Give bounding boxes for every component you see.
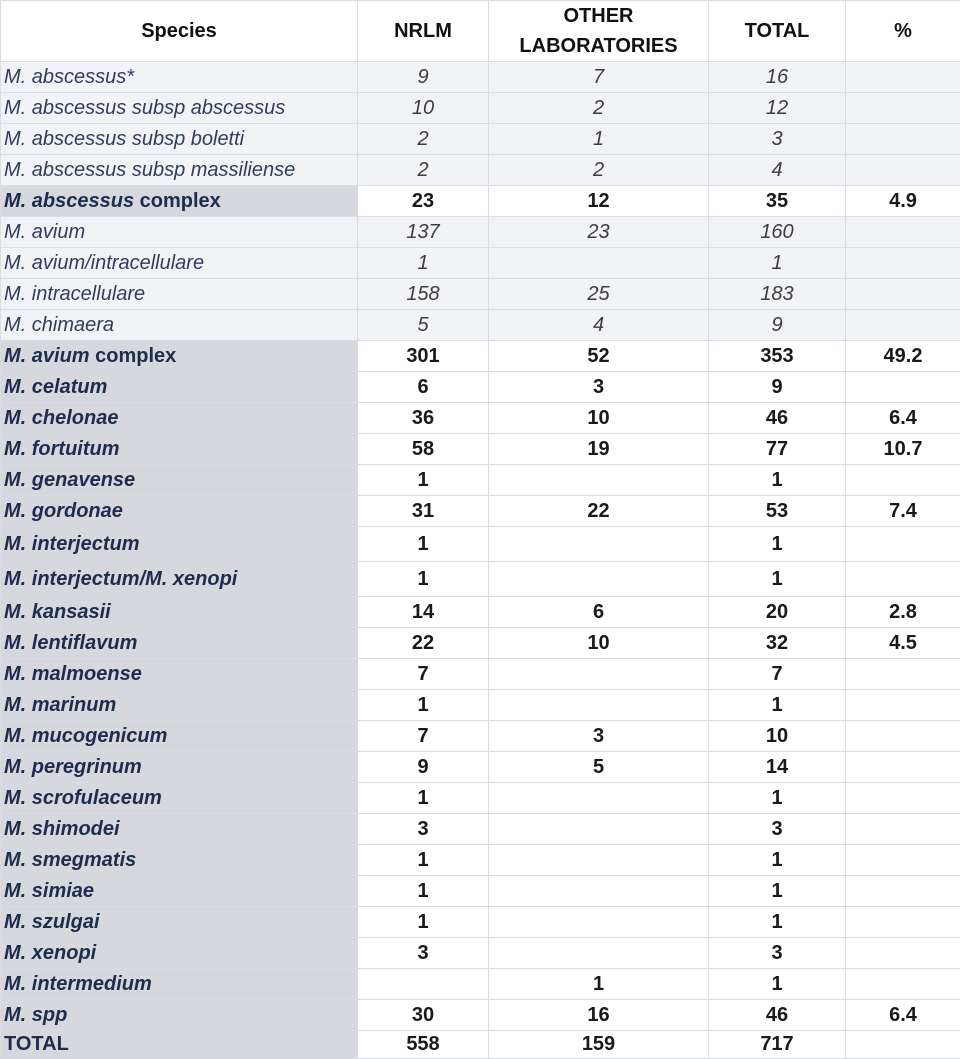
percent-cell: 49.2: [846, 341, 960, 372]
percent-cell: [846, 62, 960, 93]
other-cell: 2: [489, 93, 709, 124]
other-cell: 25: [489, 279, 709, 310]
table-row: [1, 659, 960, 690]
total-cell: 3: [709, 814, 846, 845]
total-cell: 1: [709, 690, 846, 721]
other-cell: [489, 814, 709, 845]
species-cell: M. genavense: [1, 465, 358, 496]
nrlm-cell: 3: [358, 938, 489, 969]
total-cell: 32: [709, 628, 846, 659]
table-row: [1, 752, 960, 783]
nrlm-cell: 7: [358, 721, 489, 752]
table-row: [1, 434, 960, 465]
other-cell: 6: [489, 597, 709, 628]
species-cell: M. kansasii: [1, 597, 358, 628]
table-row: [1, 465, 960, 496]
total-cell: 1: [709, 845, 846, 876]
species-cell: M. abscessus subsp abscessus: [1, 93, 358, 124]
species-cell: M. interjectum/M. xenopi: [1, 562, 358, 597]
nrlm-cell: [358, 969, 489, 1000]
nrlm-cell: 2: [358, 155, 489, 186]
total-cell: 7: [709, 659, 846, 690]
nrlm-cell: 1: [358, 248, 489, 279]
species-italic: M. abscessus: [4, 190, 134, 212]
nrlm-cell: 9: [358, 752, 489, 783]
species-cell: M. lentiflavum: [1, 628, 358, 659]
other-cell: [489, 562, 709, 597]
percent-cell: [846, 465, 960, 496]
percent-cell: 6.4: [846, 1000, 960, 1031]
other-cell: [489, 783, 709, 814]
other-cell: 1: [489, 969, 709, 1000]
other-cell: [489, 938, 709, 969]
other-cell: 2: [489, 155, 709, 186]
other-cell: [489, 248, 709, 279]
nrlm-cell: 1: [358, 876, 489, 907]
other-cell: 22: [489, 496, 709, 527]
species-cell: M. abscessus subsp massiliense: [1, 155, 358, 186]
table-row: [1, 279, 960, 310]
total-cell: 1: [709, 465, 846, 496]
header-total: TOTAL: [709, 1, 846, 62]
total-cell: 4: [709, 155, 846, 186]
total-cell: 9: [709, 372, 846, 403]
species-cell: M. avium/intracellulare: [1, 248, 358, 279]
nrlm-cell: 558: [358, 1031, 489, 1059]
percent-cell: [846, 876, 960, 907]
table-row: [1, 310, 960, 341]
species-cell: M. marinum: [1, 690, 358, 721]
percent-cell: [846, 310, 960, 341]
nrlm-cell: 9: [358, 62, 489, 93]
nrlm-cell: 30: [358, 1000, 489, 1031]
species-cell: M. scrofulaceum: [1, 783, 358, 814]
table-row: [1, 93, 960, 124]
other-cell: [489, 527, 709, 562]
total-cell: 1: [709, 248, 846, 279]
other-cell: 10: [489, 628, 709, 659]
species-cell: M. avium: [1, 217, 358, 248]
total-cell: 20: [709, 597, 846, 628]
other-cell: [489, 876, 709, 907]
species-suffix: complex: [90, 345, 177, 367]
percent-cell: [846, 372, 960, 403]
other-cell: 7: [489, 62, 709, 93]
header-other-laboratories: OTHER LABORATORIES: [489, 1, 709, 62]
percent-cell: [846, 690, 960, 721]
table-row: [1, 597, 960, 628]
percent-cell: 6.4: [846, 403, 960, 434]
nrlm-cell: 10: [358, 93, 489, 124]
other-cell: [489, 659, 709, 690]
percent-cell: [846, 248, 960, 279]
species-cell: M. smegmatis: [1, 845, 358, 876]
table-row: [1, 845, 960, 876]
other-cell: [489, 907, 709, 938]
total-cell: 53: [709, 496, 846, 527]
other-cell: 3: [489, 721, 709, 752]
percent-cell: 10.7: [846, 434, 960, 465]
species-cell: M. interjectum: [1, 527, 358, 562]
other-cell: 5: [489, 752, 709, 783]
table-row: [1, 527, 960, 562]
species-cell: M. intermedium: [1, 969, 358, 1000]
total-cell: 12: [709, 93, 846, 124]
species-cell: TOTAL: [1, 1031, 358, 1059]
table-row: [1, 496, 960, 527]
percent-cell: [846, 562, 960, 597]
species-cell: [1, 186, 358, 217]
percent-cell: [846, 155, 960, 186]
other-cell: 10: [489, 403, 709, 434]
species-cell: M. celatum: [1, 372, 358, 403]
total-row: [1, 1031, 960, 1059]
percent-cell: [846, 938, 960, 969]
table-row: [1, 403, 960, 434]
table-row-group: [1, 341, 960, 372]
species-cell: M. intracellulare: [1, 279, 358, 310]
table-row: [1, 721, 960, 752]
header-row: [1, 1, 960, 62]
other-cell: 1: [489, 124, 709, 155]
species-cell: M. fortuitum: [1, 434, 358, 465]
nrlm-cell: 6: [358, 372, 489, 403]
total-cell: 35: [709, 186, 846, 217]
header-nrlm: NRLM: [358, 1, 489, 62]
percent-cell: [846, 907, 960, 938]
percent-cell: [846, 659, 960, 690]
species-cell: M. malmoense: [1, 659, 358, 690]
percent-cell: [846, 93, 960, 124]
header-percent: %: [846, 1, 960, 62]
total-cell: 10: [709, 721, 846, 752]
nrlm-cell: 22: [358, 628, 489, 659]
percent-cell: [846, 752, 960, 783]
table-row: [1, 372, 960, 403]
percent-cell: 2.8: [846, 597, 960, 628]
species-cell: M. simiae: [1, 876, 358, 907]
nrlm-cell: 14: [358, 597, 489, 628]
percent-cell: [846, 1031, 960, 1059]
other-cell: 4: [489, 310, 709, 341]
header-species: Species: [1, 1, 358, 62]
table-row-group: [1, 186, 960, 217]
other-cell: 3: [489, 372, 709, 403]
nrlm-cell: 23: [358, 186, 489, 217]
table-row: [1, 217, 960, 248]
nrlm-cell: 2: [358, 124, 489, 155]
total-cell: 353: [709, 341, 846, 372]
species-cell: M. szulgai: [1, 907, 358, 938]
species-cell: M. chimaera: [1, 310, 358, 341]
percent-cell: [846, 814, 960, 845]
table-row: [1, 124, 960, 155]
table-row: [1, 938, 960, 969]
nrlm-cell: 7: [358, 659, 489, 690]
total-cell: 1: [709, 969, 846, 1000]
table-row: [1, 690, 960, 721]
nrlm-cell: 58: [358, 434, 489, 465]
total-cell: 16: [709, 62, 846, 93]
species-cell: [1, 341, 358, 372]
species-cell: M. spp: [1, 1000, 358, 1031]
species-cell: M. peregrinum: [1, 752, 358, 783]
other-cell: 52: [489, 341, 709, 372]
total-cell: 160: [709, 217, 846, 248]
percent-cell: [846, 124, 960, 155]
total-cell: 1: [709, 562, 846, 597]
percent-cell: [846, 279, 960, 310]
species-italic: M. avium: [4, 345, 90, 367]
nrlm-cell: 1: [358, 527, 489, 562]
table-row: [1, 814, 960, 845]
total-cell: 1: [709, 907, 846, 938]
nrlm-cell: 158: [358, 279, 489, 310]
table-row: [1, 248, 960, 279]
table-row: [1, 62, 960, 93]
nrlm-cell: 1: [358, 783, 489, 814]
total-cell: 77: [709, 434, 846, 465]
table-row: [1, 876, 960, 907]
total-cell: 183: [709, 279, 846, 310]
nrlm-cell: 1: [358, 845, 489, 876]
nrlm-cell: 36: [358, 403, 489, 434]
percent-cell: [846, 845, 960, 876]
species-cell: M. shimodei: [1, 814, 358, 845]
percent-cell: [846, 217, 960, 248]
total-cell: 1: [709, 527, 846, 562]
percent-cell: [846, 783, 960, 814]
species-cell: M. abscessus subsp boletti: [1, 124, 358, 155]
percent-cell: 7.4: [846, 496, 960, 527]
table-row: [1, 562, 960, 597]
nrlm-cell: 31: [358, 496, 489, 527]
other-cell: 16: [489, 1000, 709, 1031]
species-cell: M. chelonae: [1, 403, 358, 434]
total-cell: 46: [709, 1000, 846, 1031]
species-cell: M. xenopi: [1, 938, 358, 969]
total-cell: 1: [709, 783, 846, 814]
total-cell: 3: [709, 124, 846, 155]
species-cell: M. gordonae: [1, 496, 358, 527]
total-cell: 717: [709, 1031, 846, 1059]
total-cell: 14: [709, 752, 846, 783]
other-cell: [489, 465, 709, 496]
table-row: [1, 155, 960, 186]
nrlm-cell: 5: [358, 310, 489, 341]
table-row: [1, 783, 960, 814]
table-row: [1, 969, 960, 1000]
total-cell: 1: [709, 876, 846, 907]
nrlm-cell: 1: [358, 907, 489, 938]
total-cell: 3: [709, 938, 846, 969]
nrlm-cell: 1: [358, 562, 489, 597]
table-row: [1, 907, 960, 938]
total-cell: 46: [709, 403, 846, 434]
other-cell: [489, 845, 709, 876]
nrlm-cell: 1: [358, 465, 489, 496]
other-cell: 19: [489, 434, 709, 465]
total-cell: 9: [709, 310, 846, 341]
other-cell: 12: [489, 186, 709, 217]
other-cell: [489, 690, 709, 721]
nrlm-cell: 301: [358, 341, 489, 372]
species-suffix: complex: [134, 190, 221, 212]
other-cell: 23: [489, 217, 709, 248]
percent-cell: 4.5: [846, 628, 960, 659]
table-row: [1, 1000, 960, 1031]
other-cell: 159: [489, 1031, 709, 1059]
nrlm-cell: 1: [358, 690, 489, 721]
percent-cell: 4.9: [846, 186, 960, 217]
nrlm-cell: 137: [358, 217, 489, 248]
percent-cell: [846, 527, 960, 562]
percent-cell: [846, 721, 960, 752]
species-cell: M. mucogenicum: [1, 721, 358, 752]
percent-cell: [846, 969, 960, 1000]
species-cell: M. abscessus*: [1, 62, 358, 93]
nrlm-cell: 3: [358, 814, 489, 845]
table-row: [1, 628, 960, 659]
